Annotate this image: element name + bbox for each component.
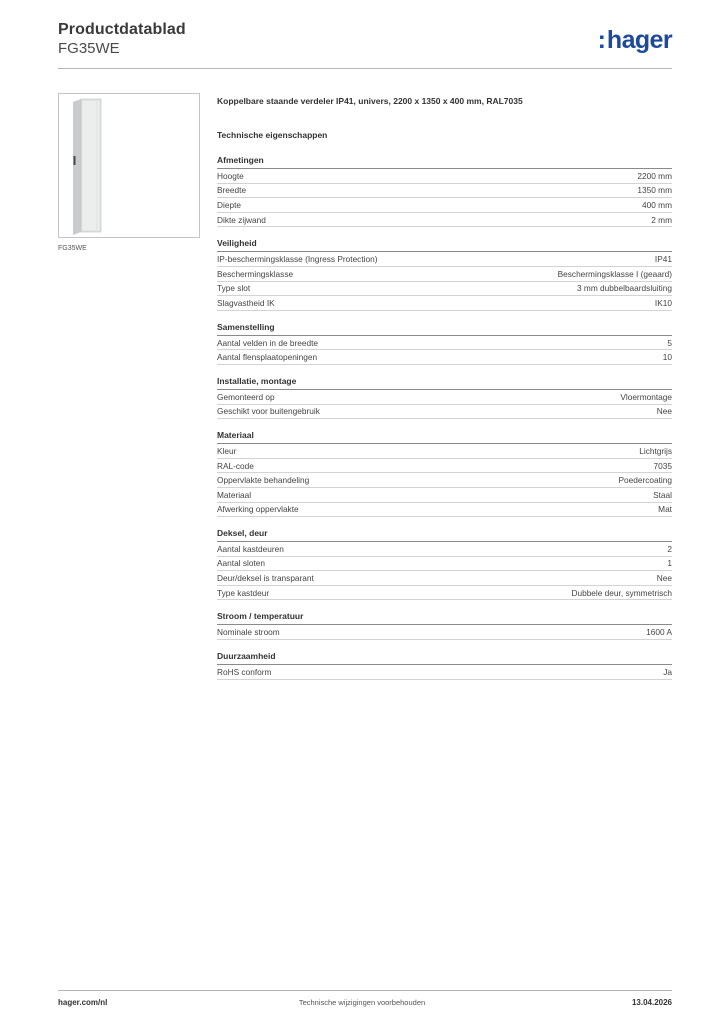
spec-label: Gemonteerd op [217, 391, 275, 402]
spec-section [217, 651, 672, 680]
spec-row [217, 473, 672, 488]
spec-label: Geschikt voor buitengebruik [217, 406, 320, 417]
section-title: Veiligheid [217, 238, 672, 252]
spec-label: Afwerking oppervlakte [217, 504, 299, 515]
spec-label: Slagvastheid IK [217, 297, 275, 308]
spec-row [217, 213, 672, 228]
spec-label: Dikte zijwand [217, 214, 266, 225]
spec-label: Aantal kastdeuren [217, 543, 284, 554]
spec-section [217, 155, 672, 227]
spec-label: Oppervlakte behandeling [217, 475, 310, 486]
spec-label: Type kastdeur [217, 587, 270, 598]
spec-row [217, 198, 672, 213]
footer-date: 13.04.2026 [631, 998, 672, 1007]
spec-label: Deur/deksel is transparant [217, 573, 314, 584]
cabinet-image [59, 94, 199, 237]
spec-label: RoHS conform [217, 666, 272, 677]
spec-label: Aantal velden in de breedte [217, 337, 319, 348]
spec-row [217, 350, 672, 365]
spec-value: IK10 [654, 297, 672, 308]
spec-label: IP-beschermingsklasse (Ingress Protection) [217, 254, 378, 265]
spec-value: IP41 [654, 254, 672, 265]
section-title: Deksel, deur [217, 528, 672, 542]
image-caption: FG35WE [58, 245, 87, 252]
spec-value: 1350 mm [637, 185, 672, 196]
tech-properties-title: Technische eigenschappen [217, 130, 328, 140]
spec-label: Aantal flensplaatopeningen [217, 352, 318, 363]
spec-value: 5 [667, 337, 672, 348]
page-title: Productdatablad [58, 21, 186, 38]
spec-value: Nee [656, 406, 672, 417]
section-title: Installatie, montage [217, 376, 672, 390]
hager-logo: :hager [597, 26, 672, 54]
section-title: Samenstelling [217, 322, 672, 336]
section-title: Stroom / temperatuur [217, 611, 672, 625]
spec-row [217, 252, 672, 267]
spec-value: 10 [662, 352, 672, 363]
spec-label: Kleur [217, 445, 237, 456]
spec-label: Type slot [217, 283, 251, 294]
spec-value: Staal [653, 489, 672, 500]
spec-value: Mat [658, 504, 672, 515]
spec-label: Hoogte [217, 170, 244, 181]
spec-label: Beschermingsklasse [217, 268, 294, 279]
spec-row [217, 665, 672, 680]
spec-section [217, 430, 672, 517]
spec-value: 1600 A [646, 627, 672, 638]
spec-label: RAL-code [217, 460, 254, 471]
product-code: FG35WE [58, 40, 120, 57]
spec-row [217, 625, 672, 640]
spec-value: 2 [667, 543, 672, 554]
spec-row [217, 503, 672, 518]
spec-value: 400 mm [642, 199, 672, 210]
spec-row [217, 296, 672, 311]
spec-row [217, 488, 672, 503]
specifications [217, 96, 672, 680]
spec-row [217, 557, 672, 572]
spec-row [217, 571, 672, 586]
spec-label: Materiaal [217, 489, 252, 500]
spec-row [217, 390, 672, 405]
section-title: Duurzaamheid [217, 651, 672, 665]
footer-disclaimer: Technische wijzigingen voorbehouden [298, 998, 426, 1007]
spec-label: Nominale stroom [217, 627, 280, 638]
spec-value: 2200 mm [637, 170, 672, 181]
spec-value: Nee [656, 573, 672, 584]
spec-value: Beschermingsklasse I (geaard) [557, 268, 672, 279]
spec-section [217, 322, 672, 365]
spec-value: 1 [667, 558, 672, 569]
spec-label: Aantal sloten [217, 558, 265, 569]
spec-row [217, 444, 672, 459]
spec-row [217, 336, 672, 351]
spec-row [217, 184, 672, 199]
footer-divider [58, 990, 672, 991]
spec-value: 2 mm [651, 214, 672, 225]
spec-section [217, 528, 672, 600]
spec-value: Vloermontage [620, 391, 672, 402]
spec-section [217, 238, 672, 310]
spec-row [217, 267, 672, 282]
spec-value: Ja [663, 666, 672, 677]
spec-sections [217, 155, 672, 680]
spec-row [217, 169, 672, 184]
header-divider [58, 68, 672, 69]
section-title: Materiaal [217, 430, 672, 444]
spec-value: Lichtgrijs [639, 445, 672, 456]
spec-row [217, 405, 672, 420]
product-description: Koppelbare staande verdeler IP41, univers, 2200 x 1350 x 400 mm, RAL7035 [217, 96, 523, 106]
spec-row [217, 459, 672, 474]
footer-website: hager.com/nl [58, 998, 108, 1007]
product-image-frame [58, 93, 200, 238]
spec-row [217, 586, 672, 601]
spec-section [217, 376, 672, 419]
spec-value: 3 mm dubbelbaardsluiting [576, 283, 672, 294]
section-title: Afmetingen [217, 155, 672, 169]
spec-label: Diepte [217, 199, 241, 210]
spec-value: Poedercoating [618, 475, 672, 486]
logo-text: hager [606, 26, 672, 54]
spec-row [217, 282, 672, 297]
spec-value: Dubbele deur, symmetrisch [571, 587, 672, 598]
spec-section [217, 611, 672, 640]
spec-row [217, 542, 672, 557]
spec-value: 7035 [653, 460, 672, 471]
spec-label: Breedte [217, 185, 247, 196]
